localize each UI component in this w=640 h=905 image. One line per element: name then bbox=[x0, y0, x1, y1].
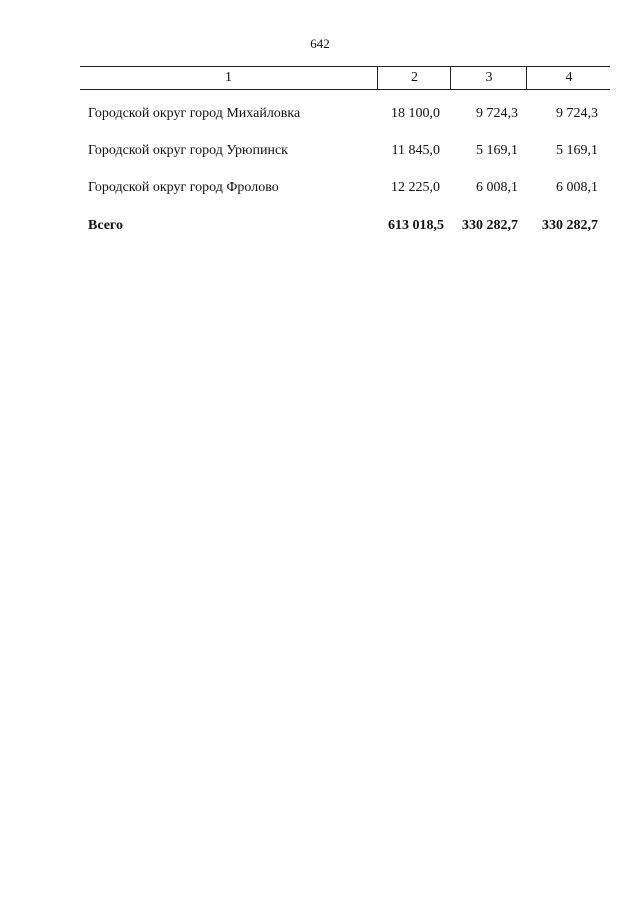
table-header bbox=[80, 66, 610, 90]
row-name: Городской округ город Урюпинск bbox=[88, 143, 288, 158]
row-value-col2: 18 100,0 bbox=[391, 106, 440, 121]
table-row bbox=[80, 178, 610, 198]
table-total-row bbox=[80, 216, 610, 236]
total-label: Всего bbox=[88, 218, 123, 233]
total-value-col2: 613 018,5 bbox=[388, 218, 444, 233]
row-value-col3: 9 724,3 bbox=[476, 106, 518, 121]
table-row bbox=[80, 141, 610, 161]
row-value-col4: 6 008,1 bbox=[556, 180, 598, 195]
table-row bbox=[80, 104, 610, 124]
column-header-4: 4 bbox=[526, 67, 611, 89]
row-name: Городской округ город Михайловка bbox=[88, 106, 301, 121]
row-value-col2: 11 845,0 bbox=[391, 143, 440, 158]
row-value-col2: 12 225,0 bbox=[391, 180, 440, 195]
total-value-col4: 330 282,7 bbox=[542, 218, 598, 233]
row-name: Городской округ город Фролово bbox=[88, 180, 279, 195]
total-value-col3: 330 282,7 bbox=[462, 218, 518, 233]
row-value-col3: 6 008,1 bbox=[476, 180, 518, 195]
column-header-1: 1 bbox=[225, 70, 232, 85]
column-header-3: 3 bbox=[450, 67, 527, 89]
page-number: 642 bbox=[310, 36, 330, 51]
column-header-2: 2 bbox=[377, 67, 451, 89]
row-value-col4: 5 169,1 bbox=[556, 143, 598, 158]
row-value-col4: 9 724,3 bbox=[556, 106, 598, 121]
row-value-col3: 5 169,1 bbox=[476, 143, 518, 158]
